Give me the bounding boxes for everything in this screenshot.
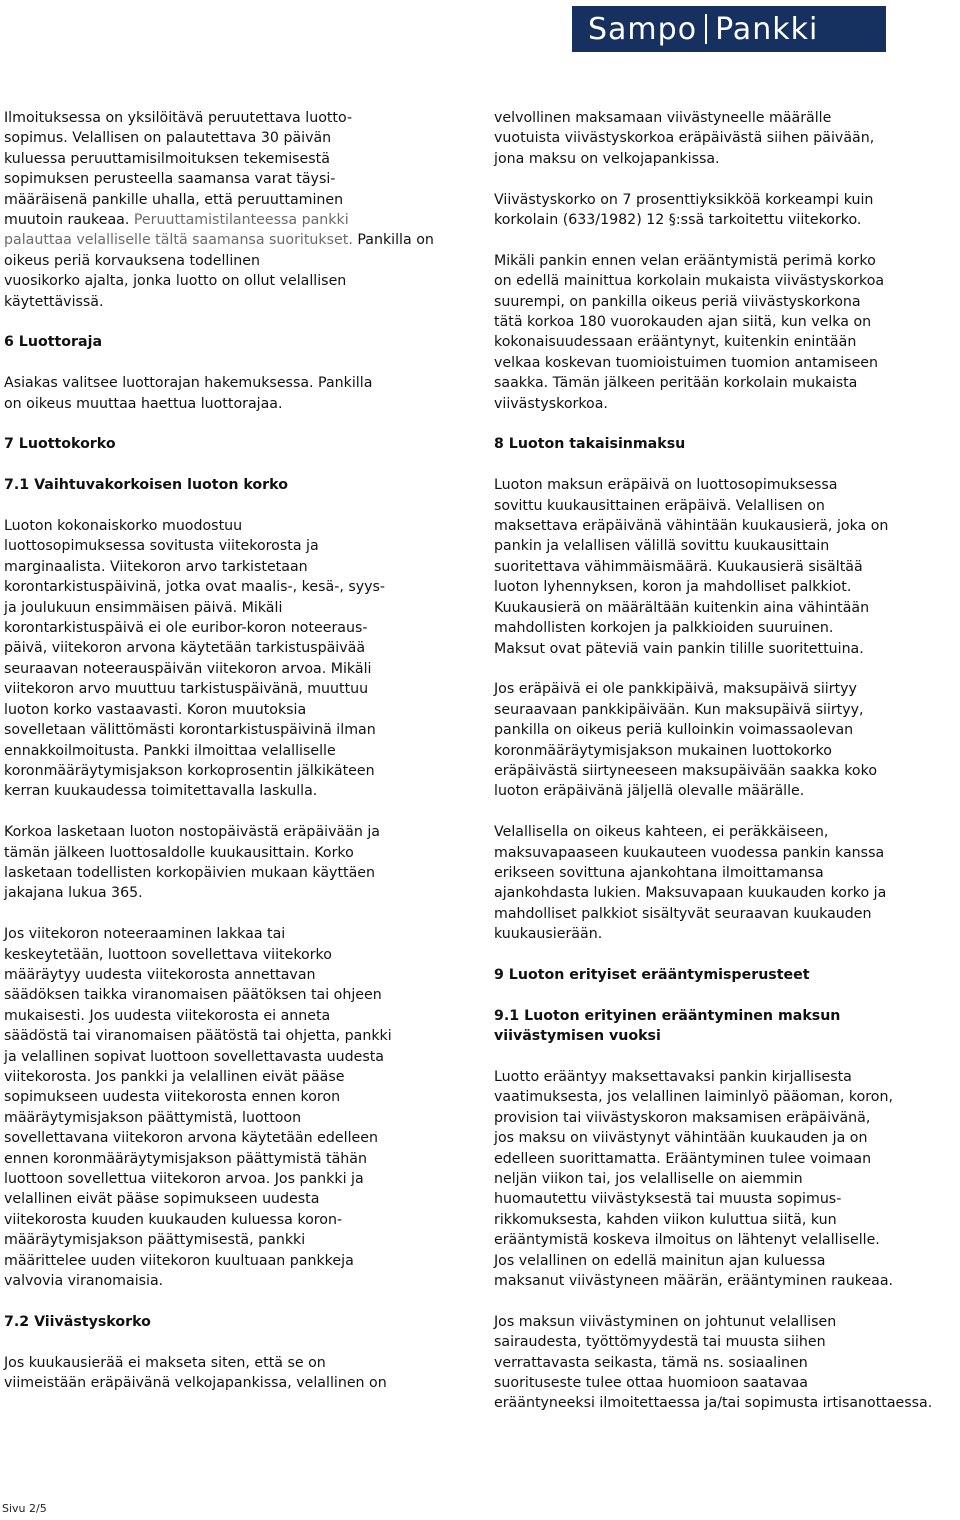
paragraph-penalty-interest-start: Jos kuukausierää ei makseta siten, että se on viimeistään eräpäivänä velkojapankissa, velallinen on (4, 1354, 387, 1392)
paragraph-social-obstacle: Jos maksun viivästyminen on johtunut velallisen sairaudesta, työttömyydestä tai muusta siihen verrattavasta seikasta, tämä ns. sosiaalinen suorituseste tulee ottaa huomioon saatavaa erääntyneeksi ilmoitettaessa ja/tai sopimusta irtisanottaessa. (494, 1313, 933, 1412)
paragraph-credit-limit: Asiakas valitsee luottorajan hakemuksessa. Pankilla on oikeus muuttaa haettua luottorajaa. (4, 375, 373, 412)
paragraph-penalty-higher-rate: Mikäli pankin ennen velan erääntymistä perimä korko on edellä mainittua korkolain mukaista viivästyskorkoa suurempi, on pankilla oikeus periä viivästyskorkona tätä korkoa 180 vuorokauden ajan siitä, kun velka on kokonaisuudessaan erääntynyt, kuitenkin enintään velkaa koskevan tuomioistuimen tuomion antamiseen saakka. Tämän jälkeen peritään korkolain mukaista viivästyskorkoa. (494, 252, 885, 412)
paragraph-payment-holiday: Velallisella on oikeus kahteen, ei peräkkäiseen, maksuvapaaseen kuukauteen vuodessa pankin kanssa erikseen sovittuna ajankohtana ilmoittamansa ajankohdasta lukien. Maksuvapaan kuukauden korko ja mahdolliset palkkiot sisältyvät seuraavan kuukauden kuukausierään. (494, 824, 887, 943)
heading-6-credit-limit: 6 Luottoraja (4, 334, 103, 351)
paragraph-maturity-conditions: Luotto erääntyy maksettavaksi pankin kirjallisesta vaatimuksesta, jos velallinen laiminlyö pääoman, koron, provision tai viivästyskoron maksamisen eräpäivänä, jos maksu on viivästynyt vähintään kuukauden ja on edelleen suorittamatta. Erääntyminen tulee voimaan neljän viikon tai, jos velalliselle on aiemmin huomautettu viivästyksestä tai muusta sopimus- rikkomuksesta, kahden viikon kuluttua siitä, kun erääntymistä koskeva ilmoitus on lähtenyt velalliselle. Jos velallinen on edellä mainitun ajan kuluessa maksanut viivästyneen määrän, erääntyminen raukeaa. (494, 1068, 894, 1290)
cancellation-text-gray: Peruuttamistilanteessa pankki palauttaa velalliselle tältä saamansa suoritukset. (4, 212, 353, 249)
page-number: Sivu 2/5 (2, 1502, 47, 1515)
heading-7-2-penalty-interest: 7.2 Viivästyskorko (4, 1313, 151, 1330)
logo-word-sampo: Sampo (588, 11, 698, 47)
paragraph-cancellation (4, 108, 460, 312)
heading-7-interest: 7 Luottokorko (4, 436, 116, 453)
heading-9-1-maturity-delay: 9.1 Luoton erityinen erääntyminen maksun viivästymisen vuoksi (494, 1007, 841, 1045)
sampo-pankki-logo (572, 6, 886, 52)
paragraph-penalty-rate: Viivästyskorko on 7 prosenttiyksikköä korkeampi kuin korkolain (633/1982) 12 §:ssä tarkoitettu viitekorko. (494, 191, 874, 229)
right-column (494, 108, 956, 1434)
paragraph-penalty-interest-cont: velvollinen maksamaan viivästyneelle määrälle vuotuista viivästyskorkoa eräpäivästä siihen päivään, jona maksu on velkojapankissa. (494, 110, 875, 167)
heading-9-special-maturity: 9 Luoton erityiset erääntymisperusteet (494, 966, 810, 983)
logo-separator (705, 14, 707, 44)
paragraph-interest-calculation: Korkoa lasketaan luoton nostopäivästä eräpäivään ja tämän jälkeen luottosaldolle kuukausittain. Korko lasketaan todellisten korkopäivien mukaan käyttäen jakajana lukua 365. (4, 824, 380, 902)
paragraph-bank-day: Jos eräpäivä ei ole pankkipäivä, maksupäivä siirtyy seuraavaan pankkipäivään. Kun maksupäivä siirtyy, pankilla on oikeus periä kulloinkin voimassaolevan koronmääräytymisjakson mukainen luottokorko eräpäivästä siirtyneeseen maksupäivään saakka koko luoton eräpäivänä jäljellä olevalle määrälle. (494, 681, 877, 800)
left-column (4, 108, 460, 1414)
paragraph-due-date: Luoton maksun eräpäivä on luottosopimuksessa sovittu kuukausittainen eräpäivä. Velallisen on maksettava eräpäivänä vähintään kuukausierä, joka on pankin ja velallisen välillä sovittu kuukausittain suoritettava vähimmäismäärä. Kuukausierä sisältää luoton lyhennyksen, koron ja mahdolliset palkkiot. Kuukausierä on määrältään kuitenkin aina vähintään mahdollisten korkojen ja palkkioiden suuruinen. Maksut ovat päteviä vain pankin tilille suoritettuina. (494, 477, 889, 657)
cancellation-text-end: Pankilla on oikeus periä korvauksena todellinen vuosikorko ajalta, jonka luotto on ollut velallisen käytettävissä. (4, 232, 434, 310)
cancellation-text: Ilmoituksessa on yksilöitävä peruutettava luotto- sopimus. Velallisen on palautettava 30 päivän kuluessa peruuttamisilmoituksen tekemisestä sopimuksen perusteella saamansa varat täysi- määräisenä pankille uhalla, että peruuttaminen muutoin raukeaa. (4, 110, 353, 229)
heading-7-1-variable-interest: 7.1 Vaihtuvakorkoisen luoton korko (4, 477, 288, 494)
heading-8-repayment: 8 Luoton takaisinmaksu (494, 436, 686, 453)
paragraph-reference-rate-change: Jos viitekoron noteeraaminen lakkaa tai keskeytetään, luottoon sovellettava viitekorko määräytyy uudesta viitekorosta annettavan säädöksen taikka viranomaisen päätöksen tai ohjeen mukaisesti. Jos uudesta viitekorosta ei anneta säädöstä tai viranomaisen päätöstä tai ohjetta, pankki ja velallinen sopivat luottoon sovellettavasta uudesta viitekorosta. Jos pankki ja velallinen eivät pääse sopimukseen uudesta viitekorosta ennen koron määräytymisjakson päättymistä, luottoon sovellettavana viitekoron arvona käytetään edelleen ennen koronmääräytymisjakson päättymistä tähän luottoon sovellettua viitekoron arvoa. Jos pankki ja velallinen eivät pääse sopimukseen uudesta viitekorosta kuuden kuukauden kuluessa koron- määräytymisjakson päättymisestä, pankki määrittelee uuden viitekoron kuultuaan pankkeja valvovia viranomaisia. (4, 926, 392, 1290)
paragraph-reference-rate: Luoton kokonaiskorko muodostuu luottosopimuksessa sovitusta viitekorosta ja marginaalista. Viitekoron arvo tarkistetaan korontarkistuspäivinä, jotka ovat maalis-, kesä-, syys- ja joulukuun ensimmäisen päivä. Mikäli korontarkistuspäivä ei ole euribor-koron noteeraus- päivä, viitekoron arvona käytetään tarkistuspäivää seuraavan noteerauspäivän viitekoron arvoa. Mikäli viitekoron arvo muuttuu tarkistuspäivänä, muuttuu luoton korko vastaavasti. Koron muutoksia sovelletaan välittömästi korontarkistuspäivinä ilman ennakkoilmoitusta. Pankki ilmoittaa velalliselle koronmääräytymisjakson korkoprosentin jälkikäteen kerran kuukaudessa toimitettavalla laskulla. (4, 518, 386, 800)
logo-word-pankki: Pankki (715, 11, 819, 47)
